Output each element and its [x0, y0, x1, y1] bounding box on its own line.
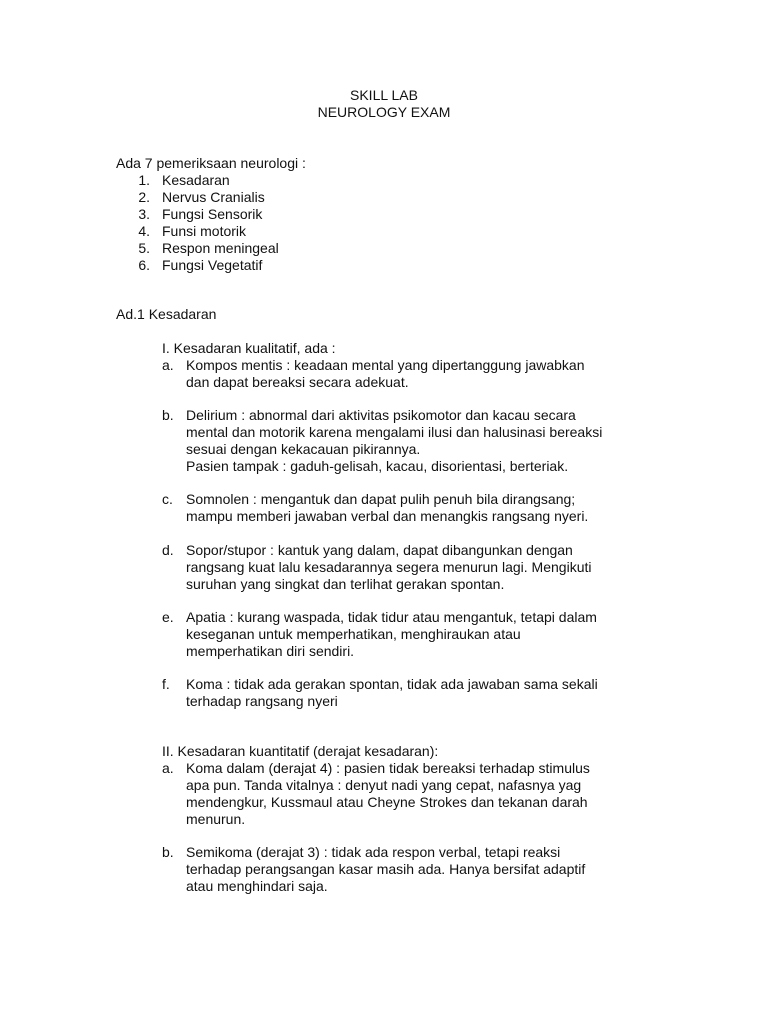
- item-letter: f.: [162, 676, 170, 692]
- list-number: 5.: [138, 240, 150, 256]
- item-text: Somnolen : mengantuk dan dapat pulih penuh bila dirangsang; mampu memberi jawaban verbal dan menangkis rangsang nyeri.: [186, 491, 589, 524]
- list-number: 2.: [138, 189, 150, 205]
- item-text: Apatia : kurang waspada, tidak tidur atau mengantuk, tetapi dalam keseganan untuk memperhatikan, menghiraukan atau memperhatikan diri sendiri.: [186, 609, 597, 659]
- list-item: Respon meningeal: [162, 240, 279, 256]
- item-text: Delirium : abnormal dari aktivitas psikomotor dan kacau secara mental dan motorik karena mengalami ilusi dan halusinasi bereaksi sesuai dengan kekacauan pikirannya. Pasien tampak : gaduh-gelisah, kacau, disorientasi, berteriak.: [186, 407, 603, 474]
- item-letter: d.: [162, 542, 174, 558]
- item-letter: c.: [162, 491, 173, 507]
- section-heading: Ad.1 Kesadaran: [116, 306, 217, 322]
- item-text: Kompos mentis : keadaan mental yang dipertanggung jawabkan dan dapat bereaksi secara adekuat.: [186, 357, 585, 390]
- list-item: Nervus Cranialis: [162, 189, 265, 205]
- item-letter: e.: [162, 609, 174, 625]
- subsection-heading: I. Kesadaran kualitatif, ada :: [162, 340, 336, 356]
- item-letter: b.: [162, 407, 174, 423]
- item-letter: b.: [162, 844, 174, 860]
- list-item: Funsi motorik: [162, 223, 247, 239]
- doc-subtitle: NEUROLOGY EXAM: [317, 104, 451, 120]
- subsection-heading: II. Kesadaran kuantitatif (derajat kesadaran):: [162, 743, 439, 759]
- item-text: Semikoma (derajat 3) : tidak ada respon verbal, tetapi reaksi terhadap perangsangan kasar masih ada. Hanya bersifat adaptif atau menghindari saja.: [186, 844, 586, 894]
- item-text: Sopor/stupor : kantuk yang dalam, dapat dibangunkan dengan rangsang kuat lalu kesadarannya segera menurun lagi. Mengikuti suruhan yang singkat dan terlihat gerakan spontan.: [186, 542, 592, 592]
- list-number: 3.: [138, 206, 150, 222]
- list-item: Kesadaran: [162, 172, 230, 188]
- doc-title: SKILL LAB: [350, 87, 418, 103]
- list-item: Fungsi Vegetatif: [162, 257, 263, 273]
- list-number: 4.: [138, 223, 150, 239]
- item-letter: a.: [162, 760, 174, 776]
- item-letter: a.: [162, 357, 174, 373]
- intro-text: Ada 7 pemeriksaan neurologi :: [116, 155, 306, 171]
- list-number: 1.: [138, 172, 150, 188]
- item-text: Koma dalam (derajat 4) : pasien tidak bereaksi terhadap stimulus apa pun. Tanda vitalnya : denyut nadi yang cepat, nafasnya yag mendengkur, Kussmaul atau Cheyne Strokes dan tekanan darah menurun.: [186, 760, 590, 827]
- item-text: Koma : tidak ada gerakan spontan, tidak ada jawaban sama sekali terhadap rangsang nyeri: [186, 676, 598, 709]
- list-number: 6.: [138, 257, 150, 273]
- list-item: Fungsi Sensorik: [162, 206, 263, 222]
